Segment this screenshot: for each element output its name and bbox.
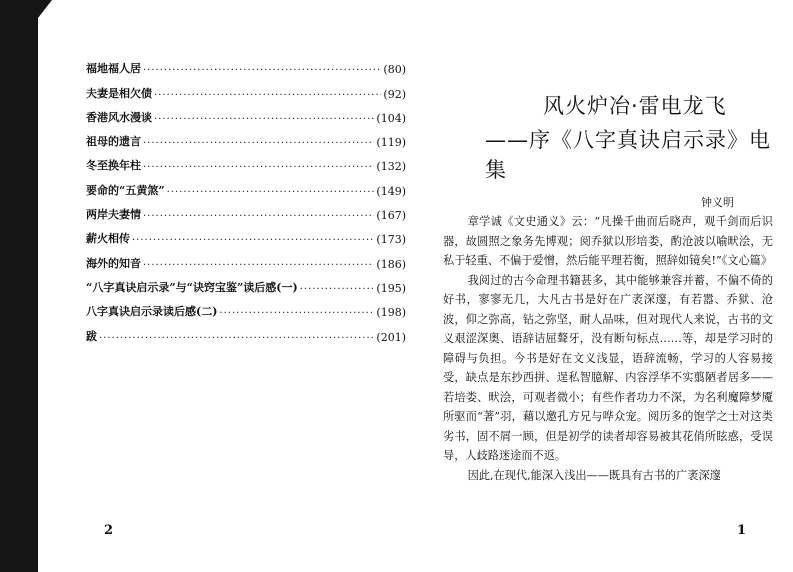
toc-page-ref: (132) (376, 160, 406, 174)
toc-entry[interactable] (86, 76, 406, 100)
toc-entry[interactable] (86, 149, 406, 173)
scan-dark-edge (0, 0, 38, 572)
toc-entry[interactable] (86, 271, 406, 295)
left-page-number: 2 (104, 523, 114, 538)
toc-leader (99, 333, 374, 344)
toc-title: “八字真诀启示录”与“诀窍宝鉴”读后感(一) (86, 280, 298, 294)
preface-page (443, 0, 773, 572)
toc-entry[interactable] (86, 198, 406, 222)
toc-entry[interactable] (86, 295, 406, 319)
toc-title: 两岸夫妻情 (86, 208, 141, 222)
body-paragraph: 章学诚《文史通义》云：“凡操千曲而后晓声，观千剑而后识器，故圆照之象务先博观；阅乔狱以形培娄，酌沧波以喻畎浍，无私于轻重、不偏于爱憎，然后能平理若衡，照辞如镜矣!”《文心篇》 (443, 215, 773, 267)
toc-leader (143, 260, 374, 271)
toc-page-ref: (92) (383, 87, 406, 101)
toc-entry[interactable] (86, 222, 406, 246)
toc-page-ref: (186) (376, 257, 406, 271)
toc-leader (219, 308, 374, 319)
toc-leader (154, 90, 381, 101)
table-of-contents (86, 52, 406, 344)
toc-title: 祖母的遗言 (86, 135, 141, 149)
toc-page-ref: (167) (376, 209, 406, 223)
toc-page-ref: (173) (376, 233, 406, 247)
toc-title: 薪火相传 (86, 232, 130, 246)
toc-title: 冬至换年柱 (86, 159, 141, 173)
toc-title: 八字真诀启示录读后感(二) (86, 305, 218, 319)
scan-corner-shadow (38, 0, 52, 18)
toc-leader (300, 284, 375, 295)
toc-page-ref: (104) (376, 111, 406, 125)
toc-title: 福地福人居 (86, 62, 141, 76)
toc-leader (154, 114, 374, 125)
toc-entry[interactable] (86, 125, 406, 149)
toc-page-ref: (195) (376, 281, 406, 295)
toc-title: 要命的“五黄煞” (86, 183, 165, 197)
toc-title: 跋 (86, 329, 97, 343)
toc-page-ref: (201) (376, 330, 406, 344)
body-paragraph: 我阅过的古今命理书籍甚多，其中能够兼容并蓄，不偏不倚的好书，寥寥无几，大凡古书是好在广袤深邃，有若嚣、乔狱、沧波，仰之弥高，钻之弥坚，耐人品味，但对现代人来说，古书的文义艰涩深奥、语辞诘屈聱牙，没有断句标点……等，却是学习时的障碍与负担。今书是好在文义浅显，语辞流畅，学习的人容易接受，缺点是东抄西拼、逞私智臆解、内容浮华不实翦陋者居多——若培娄、畎浍，可观者微小；有些作者功力不深，为名利魔障梦魇所驱而“著”羽，藉以邀孔方兄与哗众宠。阅历多的饱学之士对这类劣书，固不屑一顾，但是初学的读者却容易被其花俏所眩惑，受误导，人歧路迷途而不返。 (443, 273, 773, 462)
toc-leader (143, 138, 374, 149)
toc-title: 香港风水漫谈 (86, 110, 152, 124)
toc-entry[interactable] (86, 52, 406, 76)
right-page-number: 1 (737, 523, 747, 538)
preface-title: 风火炉冶·雷电龙飞 (543, 94, 727, 118)
toc-leader (132, 235, 374, 246)
body-paragraph: 因此,在现代,能深入浅出——既具有古书的广袤深邃 (467, 468, 721, 482)
toc-leader (143, 211, 374, 222)
preface-author: 钟义明 (701, 196, 734, 209)
toc-leader (143, 162, 374, 173)
toc-page-ref: (80) (383, 63, 406, 77)
toc-title: 夫妻是相欠债 (86, 86, 152, 100)
toc-entry[interactable] (86, 319, 406, 343)
toc-page-ref: (198) (376, 306, 406, 320)
toc-page-ref: (119) (376, 136, 406, 150)
toc-page-ref: (149) (376, 184, 406, 198)
toc-entry[interactable] (86, 246, 406, 270)
preface-subtitle: ——序《八字真诀启示录》电集 (485, 128, 771, 182)
toc-leader (167, 187, 375, 198)
toc-leader (143, 65, 381, 76)
toc-entry[interactable] (86, 173, 406, 197)
preface-body (443, 212, 773, 485)
toc-entry[interactable] (86, 101, 406, 125)
toc-title: 海外的知音 (86, 256, 141, 270)
